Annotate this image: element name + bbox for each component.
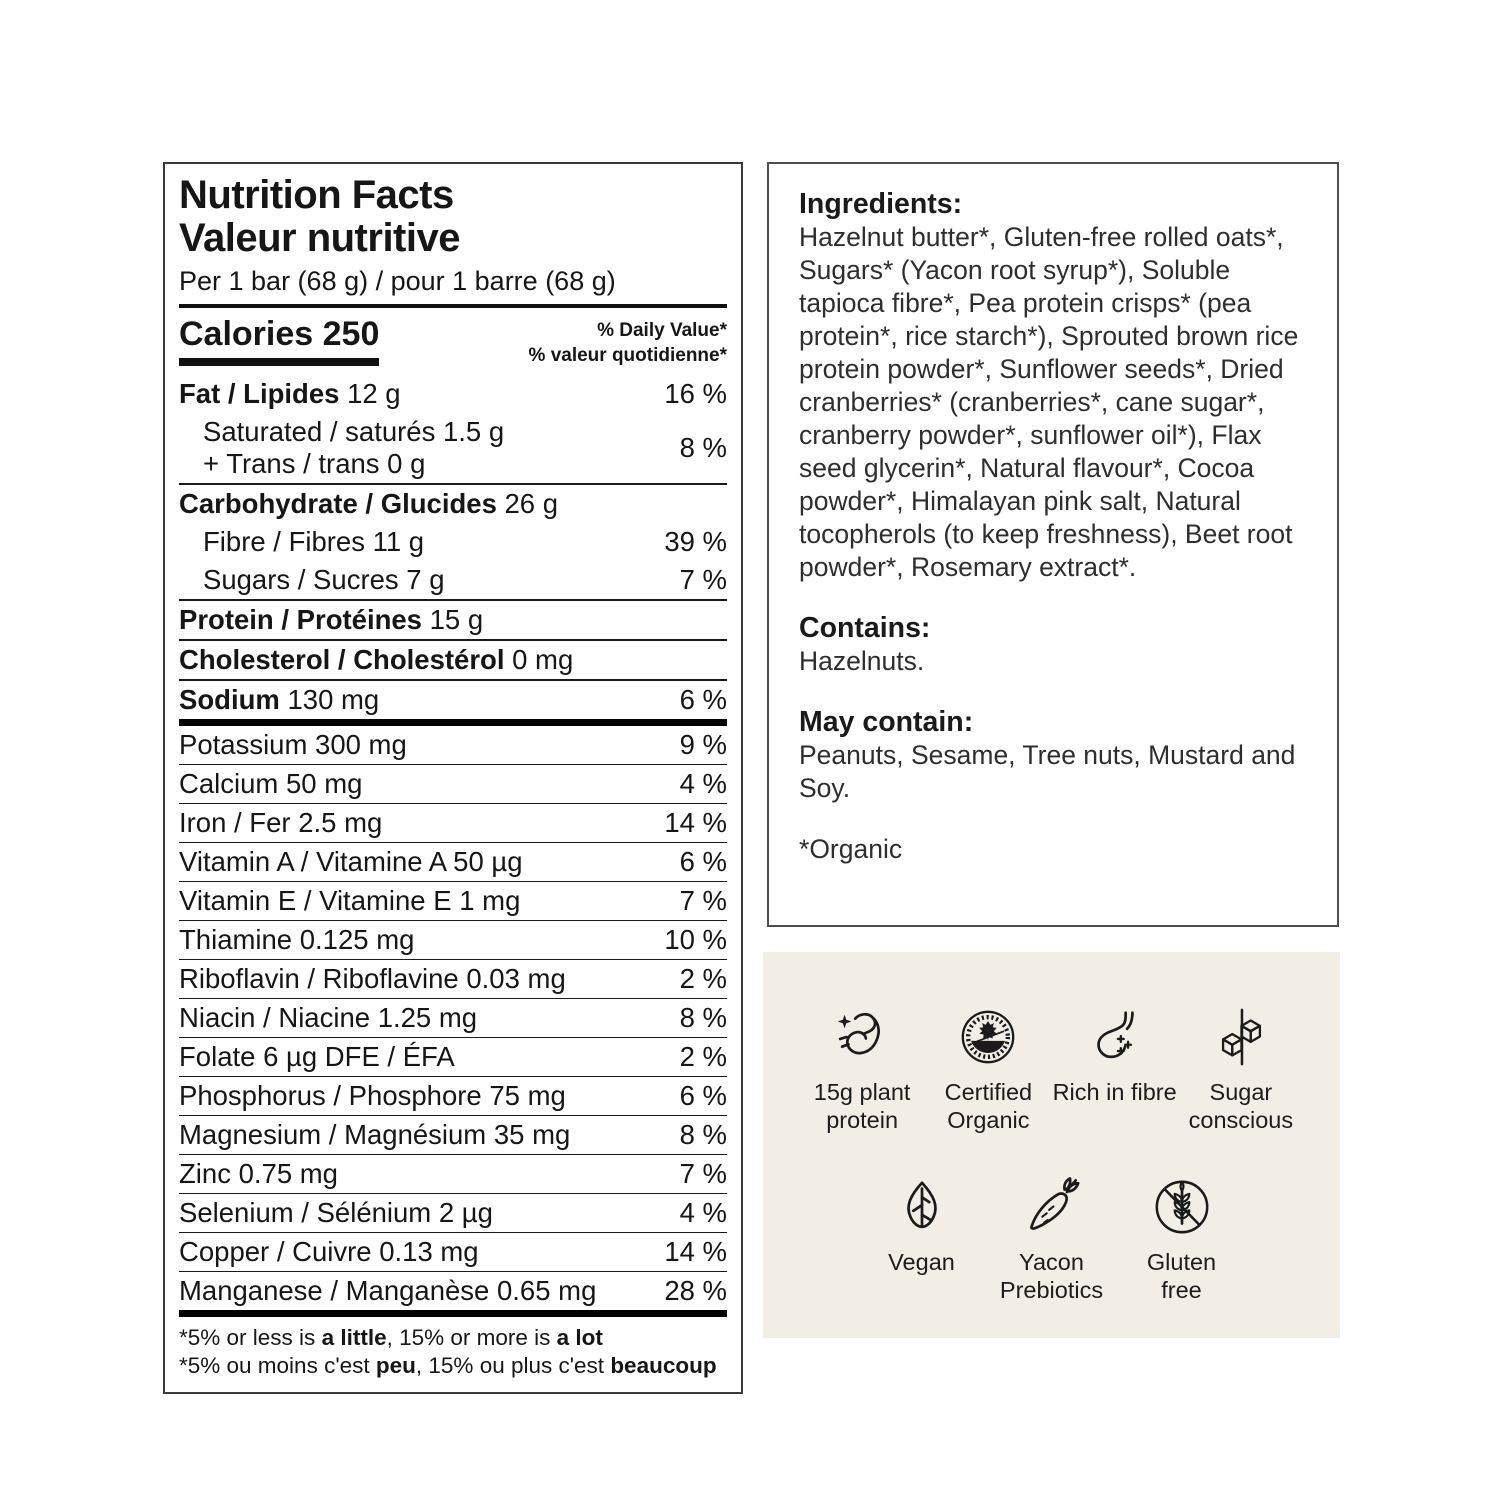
nutrient-row	[179, 561, 727, 601]
nutrient-daily-value: 2 %	[679, 963, 727, 994]
may-contain-body: Peanuts, Sesame, Tree nuts, Mustard and Soy.	[799, 740, 1296, 803]
nutrient-label: Carbohydrate / Glucides 26 g	[179, 488, 559, 519]
nutrient-daily-value: 7 %	[679, 1158, 727, 1189]
nutrient-daily-value: 6 %	[679, 1080, 727, 1111]
calories-value: 250	[322, 315, 380, 353]
nutrient-daily-value: 39 %	[664, 526, 727, 557]
nutrient-row	[179, 601, 727, 641]
badge-sugar-conscious	[1178, 1006, 1304, 1134]
daily-value-header	[529, 315, 727, 368]
badge-label: Gluten free	[1146, 1249, 1217, 1303]
nutrient-label: Calcium 50 mg	[179, 768, 363, 799]
nutrient-daily-value: 14 %	[664, 807, 727, 838]
badge-15g-plant-protein	[799, 1006, 925, 1134]
nutrient-row	[179, 960, 727, 999]
footnote-bold: peu	[375, 1353, 416, 1378]
contains-heading: Contains:	[799, 612, 931, 644]
nutrient-name-bold: Sodium	[179, 684, 280, 715]
nutrient-daily-value: 9 %	[679, 729, 727, 760]
nutrient-row	[179, 1194, 727, 1233]
nutrient-daily-value: 8 %	[679, 1002, 727, 1033]
badges-row-2	[763, 1176, 1340, 1304]
nutrient-row	[179, 843, 727, 882]
badge-label: Sugar conscious	[1188, 1079, 1294, 1133]
nutrient-row	[179, 1077, 727, 1116]
nutrient-label: Potassium 300 mg	[179, 729, 407, 760]
nutrient-row	[179, 523, 727, 561]
footnotes	[179, 1317, 727, 1380]
nutrition-facts-panel	[163, 162, 743, 1394]
nutrient-label: Sugars / Sucres 7 g	[203, 564, 445, 595]
nutrient-daily-value: 28 %	[664, 1275, 727, 1306]
nutrient-label: Copper / Cuivre 0.13 mg	[179, 1236, 479, 1267]
nutrient-label: Cholesterol / Cholestérol 0 mg	[179, 644, 574, 675]
badge-rich-in-fibre	[1052, 1006, 1178, 1134]
badge-yacon-prebiotics	[996, 1176, 1108, 1304]
organic-seal-icon	[957, 1006, 1019, 1068]
nutrition-title	[179, 174, 727, 260]
nutrient-label: Selenium / Sélénium 2 µg	[179, 1197, 493, 1228]
footnote-bold: beaucoup	[610, 1353, 717, 1378]
nutrient-daily-value: 8 %	[679, 432, 727, 463]
badge-label: 15g plant protein	[813, 1079, 911, 1133]
nutrient-label: Saturated / saturés 1.5 g + Trans / trans 0 g	[203, 416, 505, 479]
nutrient-row	[179, 999, 727, 1038]
nutrient-daily-value: 4 %	[679, 768, 727, 799]
nutrient-label: Zinc 0.75 mg	[179, 1158, 338, 1189]
carrot-icon	[1021, 1176, 1083, 1238]
nutrition-title-fr: Valeur nutritive	[179, 216, 460, 260]
ingredients-heading: Ingredients:	[799, 188, 963, 220]
nutrition-title-en: Nutrition Facts	[179, 173, 454, 217]
footnote-text: , 15% ou plus c'est	[415, 1353, 611, 1378]
footnote-bold: a little	[321, 1325, 387, 1350]
nutrient-daily-value: 10 %	[664, 924, 727, 955]
nutrient-daily-value: 6 %	[679, 684, 727, 715]
nutrient-row	[179, 1272, 727, 1317]
badge-label: Certified Organic	[944, 1079, 1033, 1133]
nutrient-row	[179, 485, 727, 523]
footnote-text: *5% ou moins c'est	[179, 1353, 376, 1378]
nutrient-row	[179, 882, 727, 921]
badges-row-1	[763, 952, 1340, 1134]
nutrient-label: Niacin / Niacine 1.25 mg	[179, 1002, 478, 1033]
footnote-en	[179, 1324, 727, 1352]
daily-value-header-en: % Daily Value*	[597, 320, 727, 341]
footnote-bold: a lot	[556, 1325, 603, 1350]
badges-panel	[763, 952, 1340, 1338]
muscle-arm-icon	[831, 1006, 893, 1068]
nutrient-row	[179, 1233, 727, 1272]
leaf-icon	[891, 1176, 953, 1238]
nutrient-name-bold: Cholesterol / Cholestérol	[179, 644, 505, 675]
nutrient-label: Manganese / Manganèse 0.65 mg	[179, 1275, 597, 1306]
footnote-text: *5% or less is	[179, 1325, 322, 1350]
contains-body: Hazelnuts.	[799, 646, 925, 676]
footnote-fr	[179, 1352, 727, 1380]
nutrient-daily-value: 6 %	[679, 846, 727, 877]
badge-label: Yacon Prebiotics	[999, 1249, 1104, 1303]
stomach-icon	[1084, 1006, 1146, 1068]
nutrient-label: Thiamine 0.125 mg	[179, 924, 415, 955]
nutrient-row	[179, 921, 727, 960]
nutrient-daily-value: 7 %	[679, 885, 727, 916]
nutrient-label: Fat / Lipides 12 g	[179, 378, 401, 409]
nutrient-row	[179, 1116, 727, 1155]
nutrient-daily-value: 2 %	[679, 1041, 727, 1072]
gluten-free-icon	[1151, 1176, 1213, 1238]
nutrient-row	[179, 641, 727, 681]
nutrient-rows	[179, 375, 727, 1317]
calories	[179, 315, 379, 366]
nutrient-row	[179, 681, 727, 726]
daily-value-header-fr: % valeur quotidienne*	[528, 345, 727, 366]
ingredients-panel	[767, 162, 1339, 927]
badge-certified-organic	[925, 1006, 1051, 1134]
nutrient-label: Fibre / Fibres 11 g	[203, 526, 425, 557]
calories-row	[179, 308, 727, 375]
nutrient-row	[179, 1038, 727, 1077]
serving-size: Per 1 bar (68 g) / pour 1 barre (68 g)	[179, 265, 727, 308]
ingredients-body: Hazelnut butter*, Gluten-free rolled oats*, Sugars* (Yacon root syrup*), Soluble tapioca fibre*, Pea protein crisps* (pea protein*, rice starch*), Sprouted brown rice protein powder*, Sunflower seeds*, Dried cranberries* (cranberries*, cane sugar*, cranberry powder*, sunflower oil*), Flax seed glycerin*, Natural flavour*, Cocoa powder*, Himalayan pink salt, Natural tocopherols (to keep freshness), Beet root powder*, Rosemary extract*.	[799, 222, 1299, 582]
nutrient-label: Phosphorus / Phosphore 75 mg	[179, 1080, 566, 1111]
nutrient-label: Vitamin A / Vitamine A 50 µg	[179, 846, 523, 877]
nutrient-label: Riboflavin / Riboflavine 0.03 mg	[179, 963, 566, 994]
badge-vegan	[866, 1176, 978, 1304]
nutrient-name-bold: Carbohydrate / Glucides	[179, 488, 497, 519]
nutrient-name-bold: Fat / Lipides	[179, 378, 340, 409]
nutrient-label: Sodium 130 mg	[179, 684, 380, 715]
nutrient-daily-value: 14 %	[664, 1236, 727, 1267]
nutrient-label: Magnesium / Magnésium 35 mg	[179, 1119, 571, 1150]
footnote-text: , 15% or more is	[386, 1325, 557, 1350]
nutrient-daily-value: 4 %	[679, 1197, 727, 1228]
nutrient-row	[179, 726, 727, 765]
nutrient-daily-value: 16 %	[664, 378, 727, 409]
calories-text	[179, 315, 379, 366]
nutrient-label: Iron / Fer 2.5 mg	[179, 807, 383, 838]
badge-gluten-free	[1126, 1176, 1238, 1304]
organic-note: *Organic	[799, 834, 903, 864]
nutrient-row	[179, 765, 727, 804]
nutrient-label: Folate 6 µg DFE / ÉFA	[179, 1041, 455, 1072]
nutrient-label: Vitamin E / Vitamine E 1 mg	[179, 885, 521, 916]
nutrient-row	[179, 804, 727, 843]
nutrient-row	[179, 375, 727, 413]
nutrient-row	[179, 413, 727, 485]
may-contain-heading: May contain:	[799, 706, 974, 738]
nutrient-daily-value: 8 %	[679, 1119, 727, 1150]
nutrient-row	[179, 1155, 727, 1194]
nutrient-name-bold: Protein / Protéines	[179, 604, 422, 635]
nutrient-daily-value: 7 %	[679, 564, 727, 595]
nutrient-label: Protein / Protéines 15 g	[179, 604, 484, 635]
badge-label: Vegan	[888, 1249, 955, 1275]
sugar-cubes-icon	[1210, 1006, 1272, 1068]
calories-label: Calories	[179, 315, 314, 353]
badge-label: Rich in fibre	[1052, 1079, 1177, 1105]
